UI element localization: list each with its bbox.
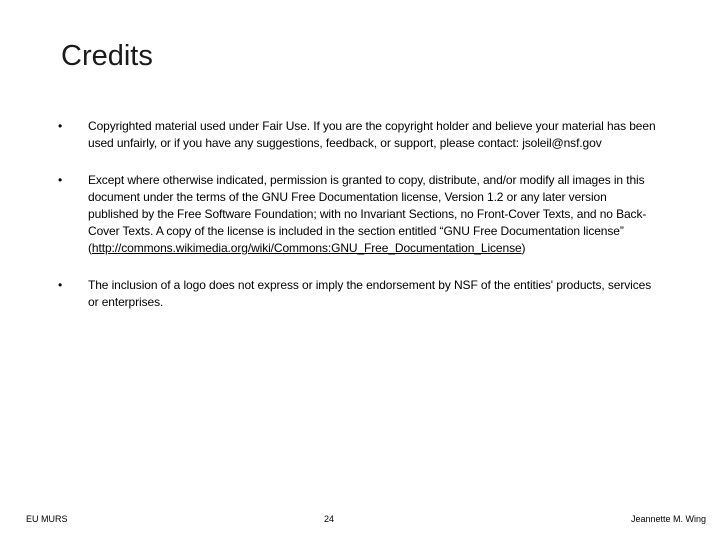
license-text-before: Except where otherwise indicated, permission is granted to copy, distribute, and/or modify all images in this document under the terms of the GNU Free Documentation license, Version 1.2 or any later version published by the Free Software Foundation; with no Invariant Sections, no Front-Cover Texts, and no Back-Cover Texts. A copy of the license is included in the section entitled “GNU Free Documentation license” ( — [88, 173, 647, 255]
license-link[interactable]: http://commons.wikimedia.org/wiki/Commons:GNU_Free_Documentation_License — [91, 241, 522, 255]
bullet-icon: • — [58, 119, 63, 133]
bullet-text-gnu-license — [88, 173, 646, 255]
bullet-icon: • — [58, 173, 63, 187]
footer-author: Jeannette M. Wing — [630, 514, 706, 524]
bullet-gnu-license — [58, 172, 660, 257]
bullet-logo-disclaimer — [58, 277, 660, 311]
bullet-list — [58, 118, 660, 331]
bullet-icon: • — [58, 278, 63, 292]
bullet-text-fair-use: Copyrighted material used under Fair Use. If you are the copyright holder and believe your material has been used unfairly, or if you have any suggestions, feedback, or support, please contact: jsoleil@nsf.gov — [88, 119, 656, 150]
page-number: 24 — [324, 514, 335, 524]
slide-title: Credits — [61, 40, 153, 72]
bullet-text-logo-disclaimer: The inclusion of a logo does not express or imply the endorsement by NSF of the entities' products, services or enterprises. — [88, 278, 652, 309]
bullet-fair-use — [58, 118, 660, 152]
footer-left-label: EU MURS — [26, 514, 68, 524]
license-text-after: ) — [521, 241, 526, 255]
